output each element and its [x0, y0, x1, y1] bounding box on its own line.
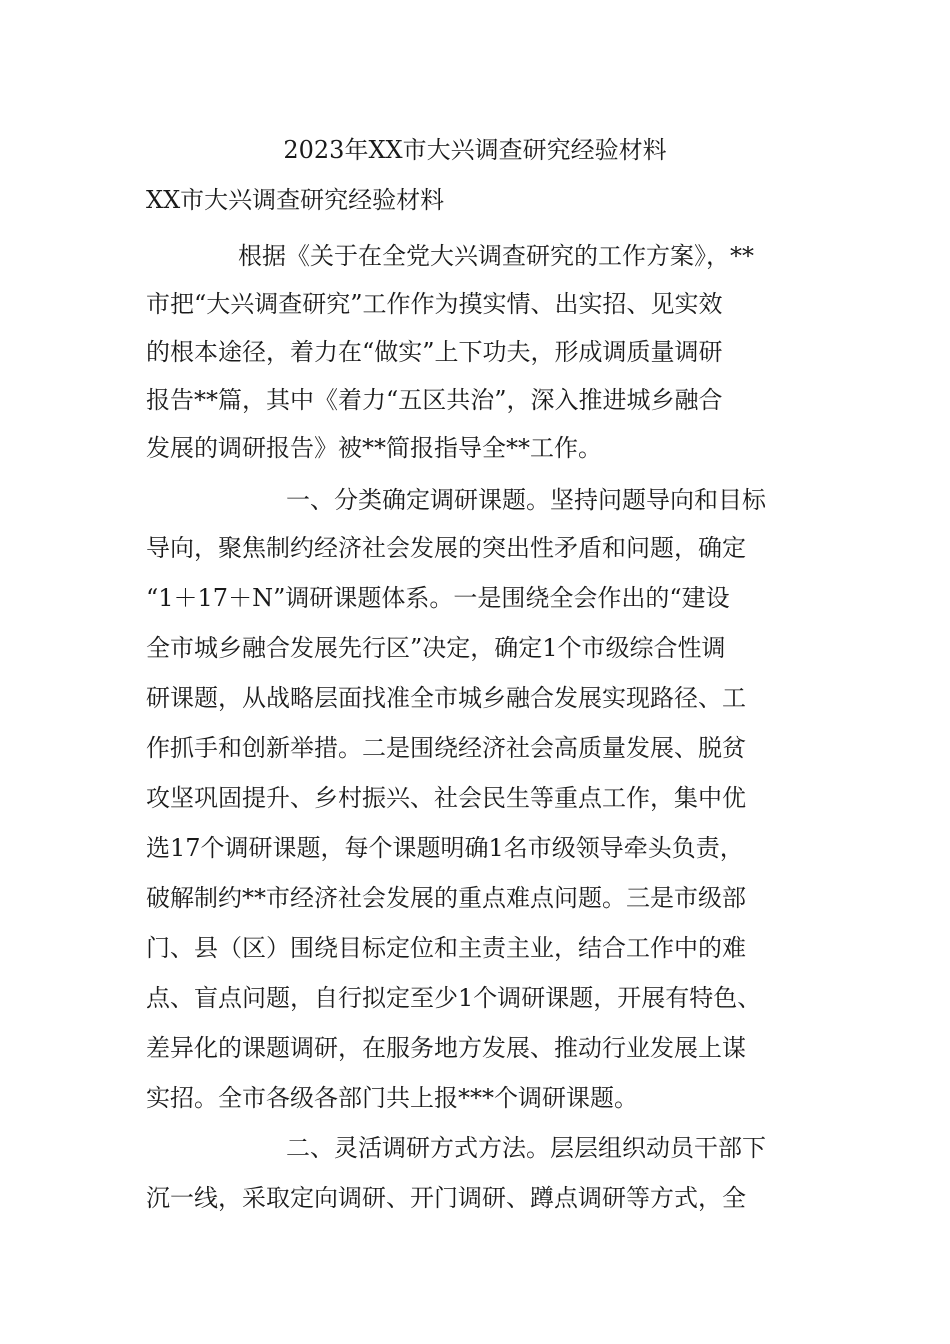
paragraph-line: 发展的调研报告》被**简报指导全**工作。	[146, 434, 602, 462]
paragraph-line: 点、盲点问题，自行拟定至少1个调研课题，开展有特色、	[146, 984, 762, 1012]
paragraph-line: 破解制约**市经济社会发展的重点难点问题。三是市级部	[146, 884, 746, 912]
paragraph-line: 根据《关于在全党大兴调查研究的工作方案》，**	[238, 242, 754, 270]
paragraph-line: 全市城乡融合发展先行区”决定，确定1个市级综合性调	[146, 634, 726, 662]
paragraph-line: 门、县（区）围绕目标定位和主责主业，结合工作中的难	[146, 934, 746, 962]
paragraph-line: 差异化的课题调研，在服务地方发展、推动行业发展上谋	[146, 1034, 746, 1062]
document-title: 2023年XX市大兴调查研究经验材料	[283, 136, 667, 164]
paragraph-line: 二、灵活调研方式方法。层层组织动员干部下	[286, 1134, 766, 1162]
paragraph-line: 沉一线，采取定向调研、开门调研、蹲点调研等方式，全	[146, 1184, 746, 1212]
paragraph-line: 作抓手和创新举措。二是围绕经济社会高质量发展、脱贫	[146, 734, 746, 762]
paragraph-line: 报告**篇，其中《着力“五区共治”，深入推进城乡融合	[146, 386, 723, 414]
paragraph-line: 的根本途径，着力在“做实”上下功夫，形成调质量调研	[146, 338, 723, 366]
paragraph-line: “1＋17＋N”调研课题体系。一是围绕全会作出的“建设	[146, 584, 730, 612]
paragraph-line: 一、分类确定调研课题。坚持问题导向和目标	[286, 486, 766, 514]
paragraph-line: 导向，聚焦制约经济社会发展的突出性矛盾和问题，确定	[146, 534, 746, 562]
paragraph-line: 攻坚巩固提升、乡村振兴、社会民生等重点工作，集中优	[146, 784, 746, 812]
paragraph-line: 研课题，从战略层面找准全市城乡融合发展实现路径、工	[146, 684, 746, 712]
document-subtitle: XX市大兴调查研究经验材料	[146, 186, 445, 214]
paragraph-line: 选17个调研课题，每个课题明确1名市级领导牵头负责，	[146, 834, 744, 862]
paragraph-line: 市把“大兴调查研究”工作作为摸实情、出实招、见实效	[146, 290, 723, 318]
paragraph-line: 实招。全市各级各部门共上报***个调研课题。	[146, 1084, 638, 1112]
